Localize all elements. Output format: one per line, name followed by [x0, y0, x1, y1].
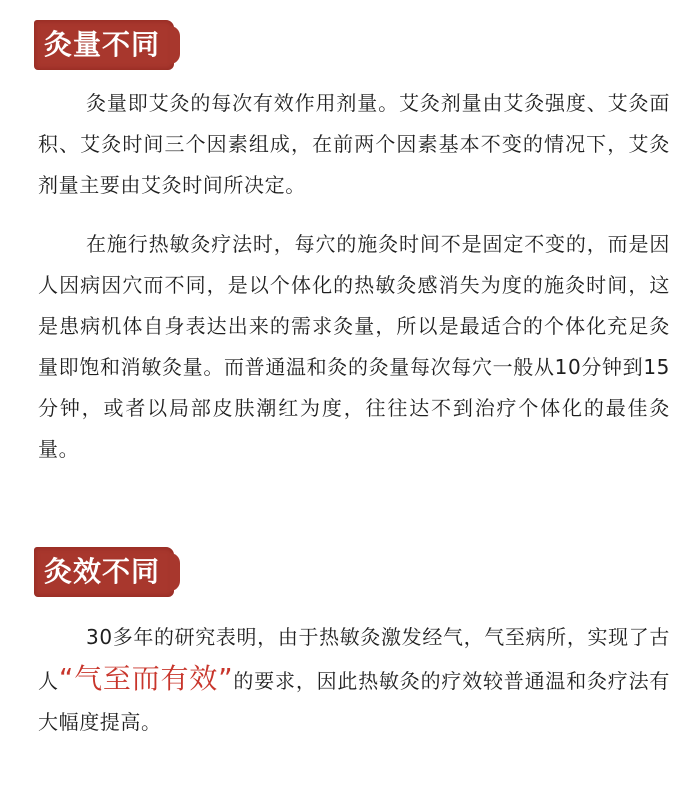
paragraph-effect-text-before: 30多年的研究表明，由于热敏灸激发经气，气至病所，实现了古人 [38, 625, 670, 693]
paragraph-effect [38, 617, 670, 743]
paragraph-dose-comparison: 在施行热敏灸疗法时，每穴的施灸时间不是固定不变的，而是因人因病因穴而不同，是以个体化的热敏灸感消失为度的施灸时间，这是患病机体自身表达出来的需求灸量，所以是最适合的个体化充足灸量即饱和消敏灸量。而普通温和灸的灸量每次每穴一般从10分钟到15分钟，或者以局部皮肤潮红为度，往往达不到治疗个体化的最佳灸量。 [38, 232, 670, 461]
paragraph-dose-definition: 灸量即艾灸的每次有效作用剂量。艾灸剂量由艾灸强度、艾灸面积、艾灸时间三个因素组成，在前两个因素基本不变的情况下，艾灸剂量主要由艾灸时间所决定。 [38, 91, 670, 197]
paragraph-effect-text-after: 的要求，因此热敏灸的疗效较普通温和灸疗法有大幅度提高。 [38, 669, 670, 734]
section-heading-moxa-effect: 灸效不同 [34, 547, 174, 597]
section-heading-moxa-dose: 灸量不同 [34, 20, 174, 70]
highlight-quote: “气至而有效” [58, 662, 234, 695]
